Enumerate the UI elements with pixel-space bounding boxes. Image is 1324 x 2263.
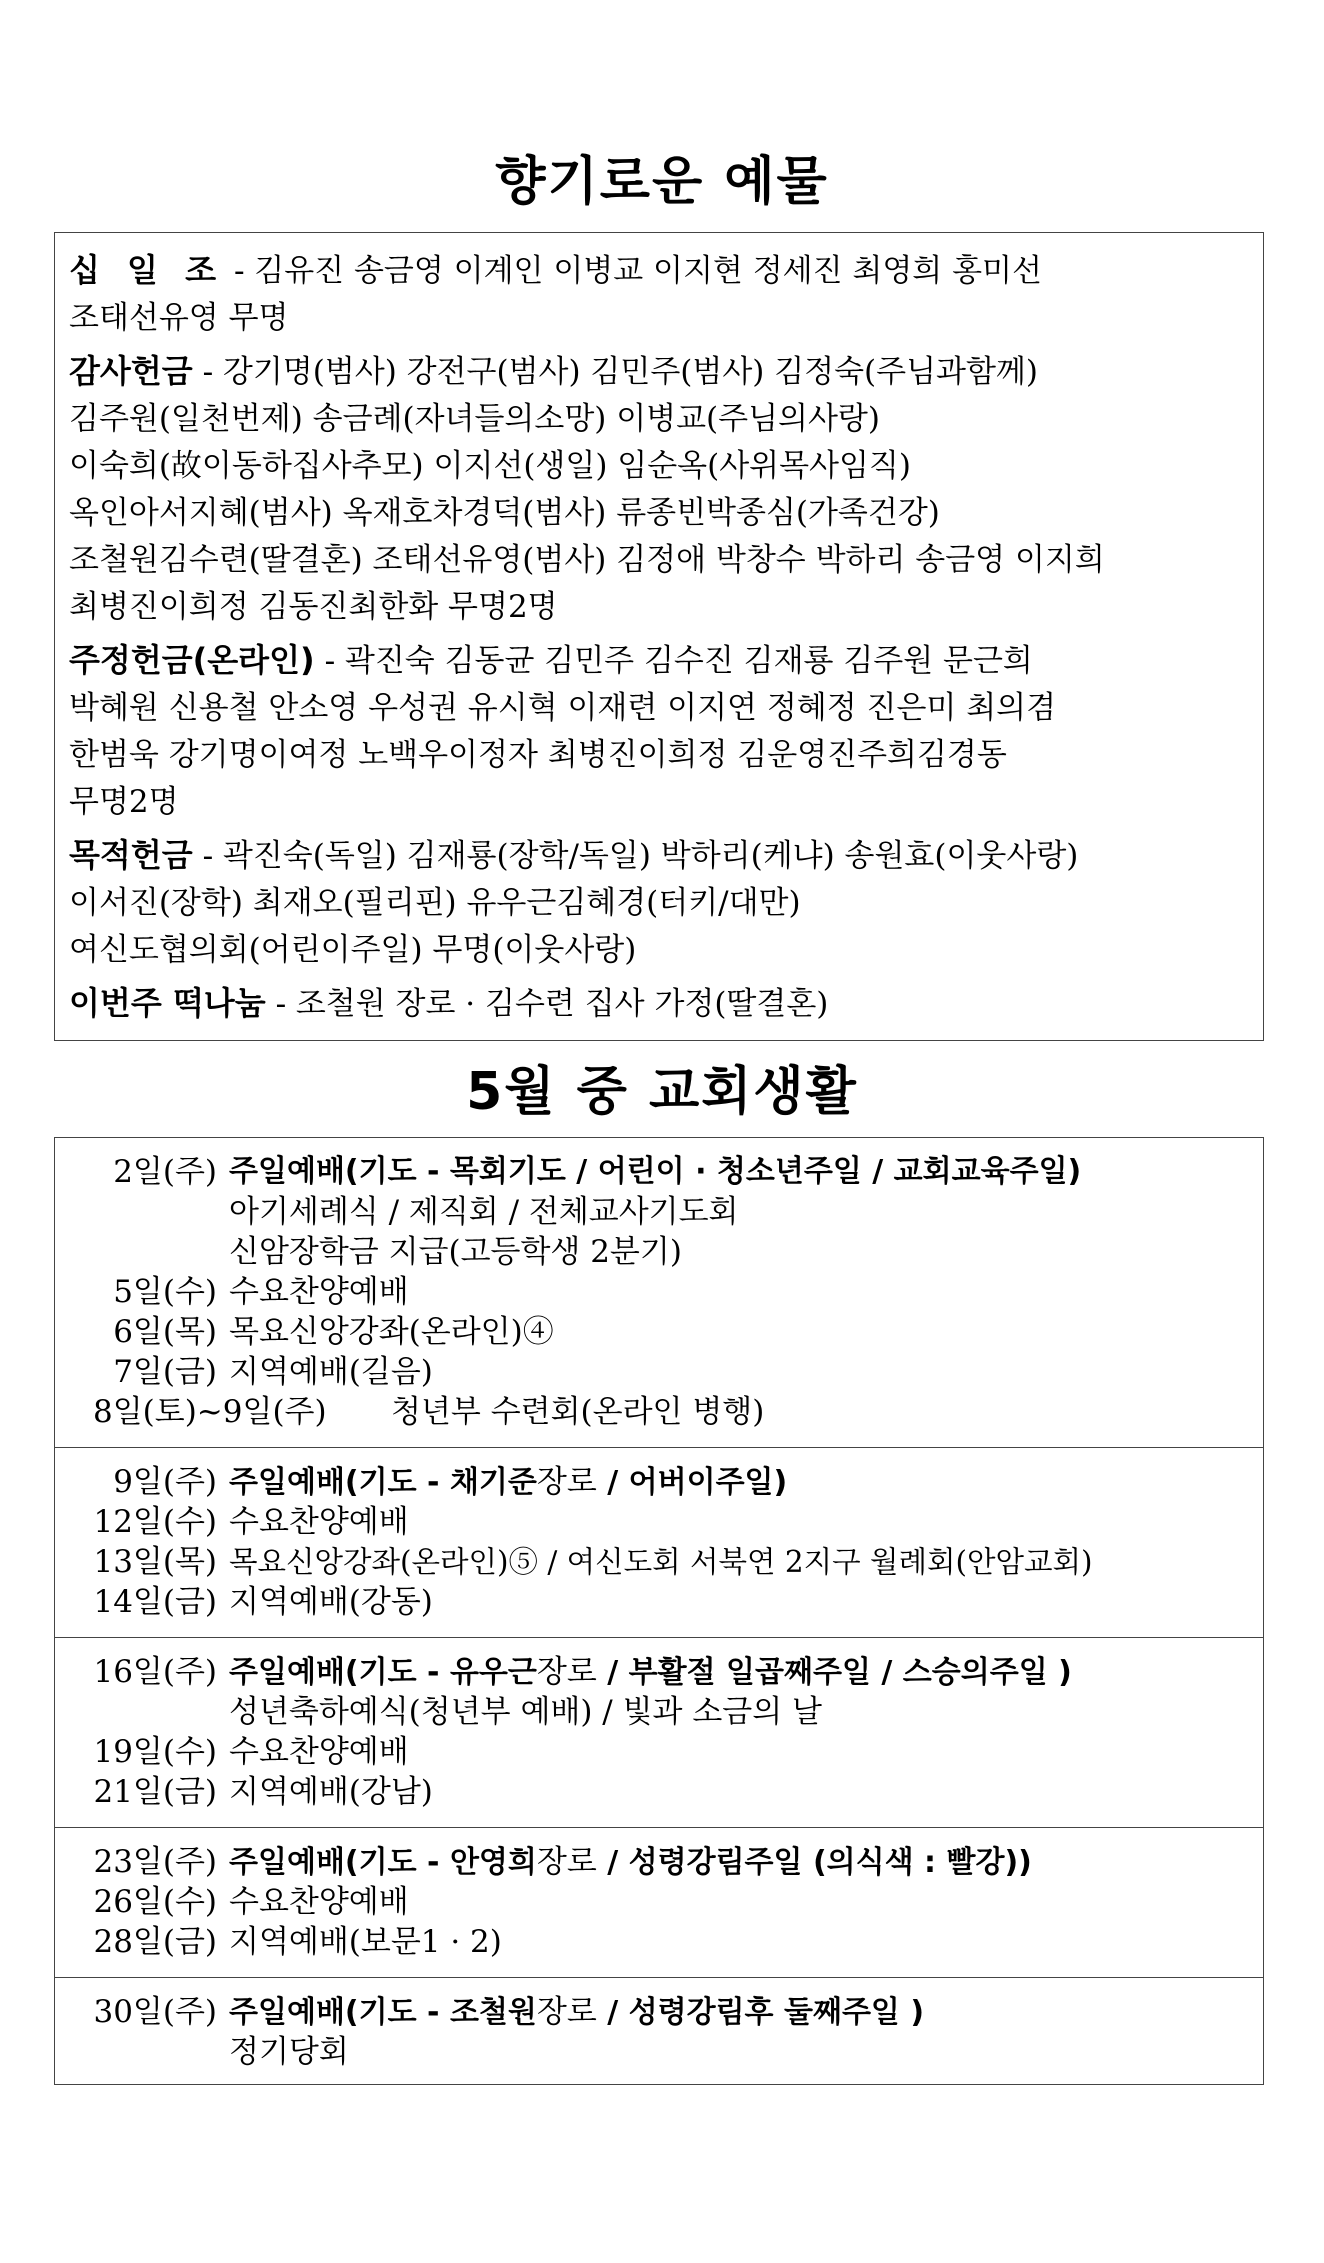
event-title: 지역예배(강남) [229,1774,433,1810]
event-title: 주일예배(기도 - 조철원장로 / 성령강림후 둘째주일 ) [229,1994,925,2030]
event-title: 수요찬양예배 [229,1734,409,1770]
schedule-row [55,1922,1263,1962]
thanks-names: 강기명(범사) 강전구(범사) 김민주(범사) 김정숙(주님과함께) [222,354,1038,390]
event-date: 2일(주) [113,1154,217,1190]
thanks-line-2: 김주원(일천번제) 송금례(자녀들의소망) 이병교(주님의사랑) [69,401,880,437]
tithe-names: 김유진 송금영 이계인 이병교 이지현 정세진 최영희 홍미선 [254,253,1042,289]
event-date: 5일(수) [113,1274,217,1310]
event-title: 지역예배(보문1 · 2) [229,1924,502,1960]
schedule-row [55,1192,1263,1232]
schedule-row [55,1312,1263,1352]
event-date: 21일(금) [93,1774,217,1810]
offering-title: 향기로운 예물 [495,152,829,212]
schedule-row [55,1992,1263,2032]
schedule-week-4 [55,1828,1263,1978]
schedule-row [55,1842,1263,1882]
schedule-box [54,1137,1264,2085]
purpose-line-2: 이서진(장학) 최재오(필리핀) 유우근김혜경(터키/대만) [69,885,801,921]
schedule-row [55,1462,1263,1502]
event-date: 12일(수) [93,1504,217,1540]
schedule-row [55,1272,1263,1312]
weekly-label: 주정헌금(온라인) [69,641,315,679]
event-title: 주일예배(기도 - 유우근장로 / 부활절 일곱째주일 / 스승의주일 ) [229,1654,1072,1690]
event-date: 13일(목) [93,1544,217,1580]
prayer-elder-name: 유우근 [449,1655,537,1690]
weekly-line-3: 한범욱 강기명이여정 노백우이정자 최병진이희정 김운영진주희김경동 [69,737,1007,773]
event-title: 수요찬양예배 [229,1884,409,1920]
schedule-row [55,1882,1263,1922]
prayer-elder-name: 채기준 [449,1465,537,1500]
event-title: 지역예배(길음) [229,1354,433,1390]
event-date: 8일(토)~9일(주) [93,1394,327,1430]
event-title: 성년축하예식(청년부 예배) / 빛과 소금의 날 [229,1694,822,1730]
rice-cake-line: 이번주 떡나눔 - 조철원 장로 · 김수련 집사 가정(딸결혼) [69,984,829,1022]
schedule-row [55,1152,1263,1192]
schedule-week-2 [55,1448,1263,1638]
tithe-line-2: 조태선유영 무명 [69,300,289,336]
weekly-line: 주정헌금(온라인) - 곽진숙 김동균 김민주 김수진 김재룡 김주원 문근희 [69,641,1033,679]
tithe-label: 십 일 조 [69,251,225,289]
schedule-row [55,1652,1263,1692]
schedule-title: 5월 중 교회생활 [466,1062,858,1122]
schedule-row [55,1732,1263,1772]
schedule-row [55,1582,1263,1622]
purpose-label: 목적헌금 [69,836,193,874]
event-date: 23일(주) [93,1844,217,1880]
event-date: 30일(주) [93,1994,217,2030]
event-title: 목요신앙강좌(온라인)④ [229,1314,554,1350]
rice-cake-label: 이번주 떡나눔 [69,984,266,1022]
prayer-elder-name: 안영희 [449,1845,537,1880]
event-title: 수요찬양예배 [229,1274,409,1310]
weekly-line-4: 무명2명 [69,784,179,820]
schedule-week-3 [55,1638,1263,1828]
schedule-row [55,1692,1263,1732]
thanks-line-6: 최병진이희정 김동진최한화 무명2명 [69,589,558,625]
thanks-line-3: 이숙희(故이동하집사추모) 이지선(생일) 임순옥(사위목사임직) [69,448,911,484]
purpose-line: 목적헌금 - 곽진숙(독일) 김재룡(장학/독일) 박하리(케냐) 송원효(이웃사랑) [69,836,1079,874]
event-title: 신암장학금 지급(고등학생 2분기) [229,1234,682,1270]
event-title: 아기세례식 / 제직회 / 전체교사기도회 [229,1194,739,1230]
prayer-elder-name: 조철원 [449,1995,537,2030]
event-title: 지역예배(강동) [229,1584,433,1620]
schedule-week-5 [55,1978,1263,2083]
schedule-row [55,1542,1263,1582]
schedule-row [55,1392,1263,1432]
event-date: 6일(목) [113,1314,217,1350]
event-title: 주일예배(기도 - 목회기도 / 어린이 · 청소년주일 / 교회교육주일) [229,1154,1082,1189]
weekly-line-2: 박혜원 신용철 안소영 우성권 유시혁 이재련 이지연 정혜정 진은미 최의겸 [69,690,1057,726]
schedule-row [55,2032,1263,2072]
event-date: 7일(금) [113,1354,217,1390]
rice-cake-text: 조철원 장로 · 김수련 집사 가정(딸결혼) [295,986,829,1022]
schedule-row [55,1232,1263,1272]
event-title: 주일예배(기도 - 안영희장로 / 성령강림주일 (의식색 : 빨강)) [229,1844,1032,1880]
schedule-week-1 [55,1138,1263,1448]
schedule-row [55,1352,1263,1392]
thanks-line-5: 조철원김수련(딸결혼) 조태선유영(범사) 김정애 박창수 박하리 송금영 이지희 [69,542,1105,578]
schedule-row [55,1772,1263,1812]
thanks-line: 감사헌금 - 강기명(범사) 강전구(범사) 김민주(범사) 김정숙(주님과함께) [69,352,1038,390]
event-title: 목요신앙강좌(온라인)⑤ / 여신도회 서북연 2지구 월례회(안암교회) [229,1545,1093,1579]
event-title: 수요찬양예배 [229,1504,409,1540]
thanks-line-4: 옥인아서지혜(범사) 옥재호차경덕(범사) 류종빈박종심(가족건강) [69,495,940,531]
event-title: 청년부 수련회(온라인 병행) [391,1394,765,1430]
event-date: 16일(주) [93,1654,217,1690]
schedule-row [55,1502,1263,1542]
tithe-line: 십 일 조 - 김유진 송금영 이계인 이병교 이지현 정세진 최영희 홍미선 [69,251,1042,289]
event-date: 14일(금) [93,1584,217,1620]
weekly-names: 곽진숙 김동균 김민주 김수진 김재룡 김주원 문근희 [344,643,1033,679]
offering-box [54,232,1264,1041]
event-title: 주일예배(기도 - 채기준장로 / 어버이주일) [229,1464,788,1500]
thanks-label: 감사헌금 [69,352,193,390]
event-date: 19일(수) [93,1734,217,1770]
event-date: 26일(수) [93,1884,217,1920]
event-title: 정기당회 [229,2034,349,2070]
purpose-names: 곽진숙(독일) 김재룡(장학/독일) 박하리(케냐) 송원효(이웃사랑) [222,838,1079,874]
event-date: 9일(주) [113,1464,217,1500]
event-date: 28일(금) [93,1924,217,1960]
purpose-line-3: 여신도협의회(어린이주일) 무명(이웃사랑) [69,932,637,968]
